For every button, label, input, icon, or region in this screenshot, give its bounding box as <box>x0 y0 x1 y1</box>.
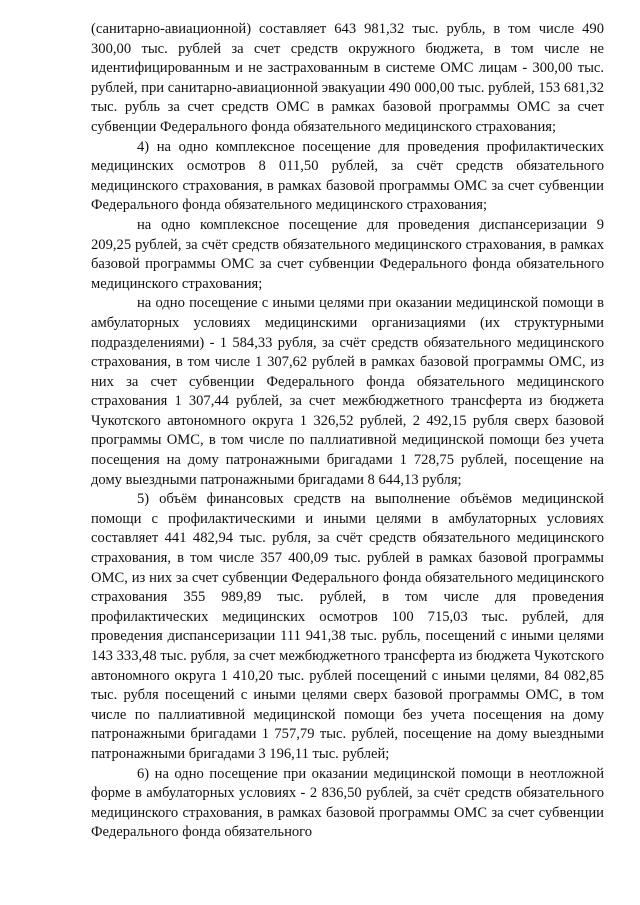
paragraph-item-6: 6) на одно посещение при оказании медицинской помощи в неотложной форме в амбулаторных условиях - 2 836,50 рублей, за счёт средств обязательного медицинского страхования, в рамках базовой программы ОМС за счет субвенции Федерального фонда обязательного <box>91 765 604 841</box>
paragraph-item-4: 4) на одно комплексное посещение для проведения профилактических медицинских осмотров 8 011,50 рублей, за счёт средств обязательного медицинского страхования, в рамках базовой программы ОМС за счет субвенции Федерального фонда обязательного медицинского страхования; <box>91 138 604 214</box>
document-page <box>91 20 604 843</box>
paragraph-continuation: (санитарно-авиационной) составляет 643 981,32 тыс. рубль, в том числе 490 300,00 тыс. рублей за счет средств окружного бюджета, в том числе не идентифицированным и не застрахованным в системе ОМС лицам - 300,00 тыс. рублей, при санитарно-авиационной эвакуации 490 000,00 тыс. рублей, 153 681,32 тыс. рубль за счет средств ОМС в рамках базовой программы ОМС за счет субвенции Федерального фонда обязательного медицинского страхования; <box>91 21 604 135</box>
paragraph-dispensarization: на одно комплексное посещение для проведения диспансеризации 9 209,25 рублей, за счёт средств обязательного медицинского страхования, в рамках базовой программы ОМС за счет субвенции Федерального фонда обязательного медицинского страхования; <box>91 216 604 292</box>
paragraph-item-5: 5) объём финансовых средств на выполнение объёмов медицинской помощи с профилактическими и иными целями в амбулаторных условиях составляет 441 482,94 тыс. рубля, за счёт средств обязательного медицинского страхования, в том числе 357 400,09 тыс. рублей в рамках базовой программы ОМС, из них за счет субвенции Федерального фонда обязательного медицинского страхования 355 989,89 тыс. рублей, в том числе для проведения профилактических медицинских осмотров 100 715,03 тыс. рублей, для проведения диспансеризации 111 941,38 тыс. рубль, посещений с иными целями 143 333,48 тыс. рубля, за счет межбюджетного трансферта из бюджета Чукотского автономного округа 1 410,20 тыс. рублей посещений с иными целями, 84 082,85 тыс. рубля посещений с иными целями сверх базовой программы ОМС, в том числе по паллиативной медицинской помощи без учета посещения на дому патронажными бригадами 1 757,79 тыс. рублей, посещение на дому выездными патронажными бригадами 3 196,11 тыс. рублей; <box>91 491 604 762</box>
paragraph-other-visits: на одно посещение с иными целями при оказании медицинской помощи в амбулаторных условиях медицинскими организациями (их структурными подразделениями) - 1 584,33 рубля, за счёт средств обязательного медицинского страхования, в том числе 1 307,62 рублей в рамках базовой программы ОМС, из них за счет субвенции Федерального фонда обязательного медицинского страхования 1 307,44 рублей, за счет межбюджетного трансферта из бюджета Чукотского автономного округа 1 326,52 рублей, 2 492,15 рубля сверх базовой программы ОМС, в том числе по паллиативной медицинской помощи без учета посещения на дому патронажными бригадами 1 728,75 рублей, посещение на дому выездными патронажными бригадами 8 644,13 рубля; <box>91 295 604 488</box>
